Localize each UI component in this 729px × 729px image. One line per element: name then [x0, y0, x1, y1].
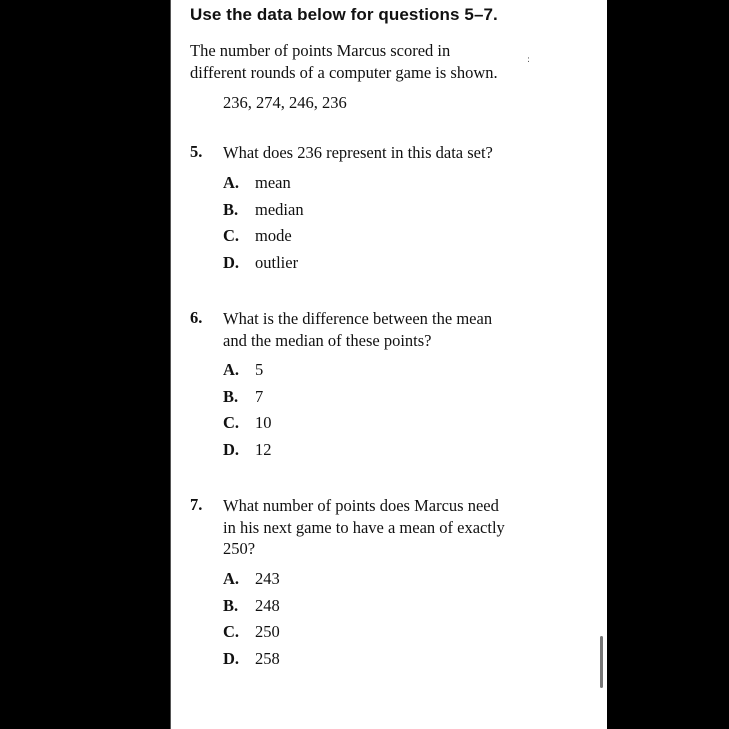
choice-c[interactable]: [223, 622, 280, 642]
choice-b[interactable]: [223, 387, 263, 407]
choice-text: 250: [255, 622, 280, 641]
choice-text: mean: [255, 173, 291, 192]
question-text: [223, 142, 523, 164]
choice-letter: A.: [223, 173, 240, 192]
choice-letter: B.: [223, 386, 239, 406]
intro-line: The number of points Marcus scored in: [190, 41, 451, 60]
question-number: 6.: [190, 308, 203, 327]
choice-d[interactable]: [223, 440, 272, 460]
data-set: 236, 274, 246, 236: [223, 93, 347, 112]
choice-text: mode: [255, 226, 292, 245]
question-line: 250?: [223, 539, 256, 558]
choice-b[interactable]: [223, 200, 304, 220]
choice-letter: A.: [223, 360, 240, 379]
stray-mark: :: [527, 55, 531, 65]
choice-text: 5: [255, 360, 264, 379]
choice-letter: C.: [223, 622, 240, 641]
choice-b[interactable]: [223, 596, 280, 616]
question-line: What does 236 represent in this data set?: [223, 143, 493, 162]
choice-text: median: [255, 199, 304, 219]
choice-c[interactable]: [223, 226, 292, 246]
choice-letter: B.: [223, 199, 239, 219]
choice-d[interactable]: [223, 253, 298, 273]
question-line: What number of points does Marcus need: [223, 496, 499, 515]
choice-letter: D.: [223, 252, 240, 272]
choice-a[interactable]: [223, 360, 263, 380]
choice-text: 258: [255, 648, 280, 668]
choice-text: 7: [255, 386, 264, 406]
question-number: 7.: [190, 495, 203, 514]
choice-letter: D.: [223, 648, 240, 668]
worksheet-page: [170, 0, 607, 729]
intro-line: different rounds of a computer game is shown.: [190, 63, 498, 82]
choice-text: 243: [255, 569, 280, 588]
choice-letter: B.: [223, 595, 239, 615]
choice-letter: A.: [223, 569, 240, 588]
choice-d[interactable]: [223, 649, 280, 669]
choice-a[interactable]: [223, 173, 291, 193]
choice-text: outlier: [255, 252, 299, 272]
question-number: 5.: [190, 142, 203, 161]
choice-letter: C.: [223, 226, 240, 245]
choice-a[interactable]: [223, 569, 280, 589]
question-line: and the median of these points?: [223, 330, 432, 350]
choice-text: 12: [255, 439, 272, 459]
choice-text: 10: [255, 413, 272, 432]
section-heading: Use the data below for questions 5–7.: [190, 5, 498, 24]
choice-letter: C.: [223, 413, 240, 432]
question-line: in his next game to have a mean of exactly: [223, 517, 505, 537]
question-text: [223, 308, 523, 351]
question-text: [223, 495, 523, 560]
choice-c[interactable]: [223, 413, 272, 433]
question-line: What is the difference between the mean: [223, 309, 493, 328]
choice-letter: D.: [223, 439, 240, 459]
choice-text: 248: [255, 595, 280, 615]
scrollbar-thumb[interactable]: [600, 636, 603, 688]
